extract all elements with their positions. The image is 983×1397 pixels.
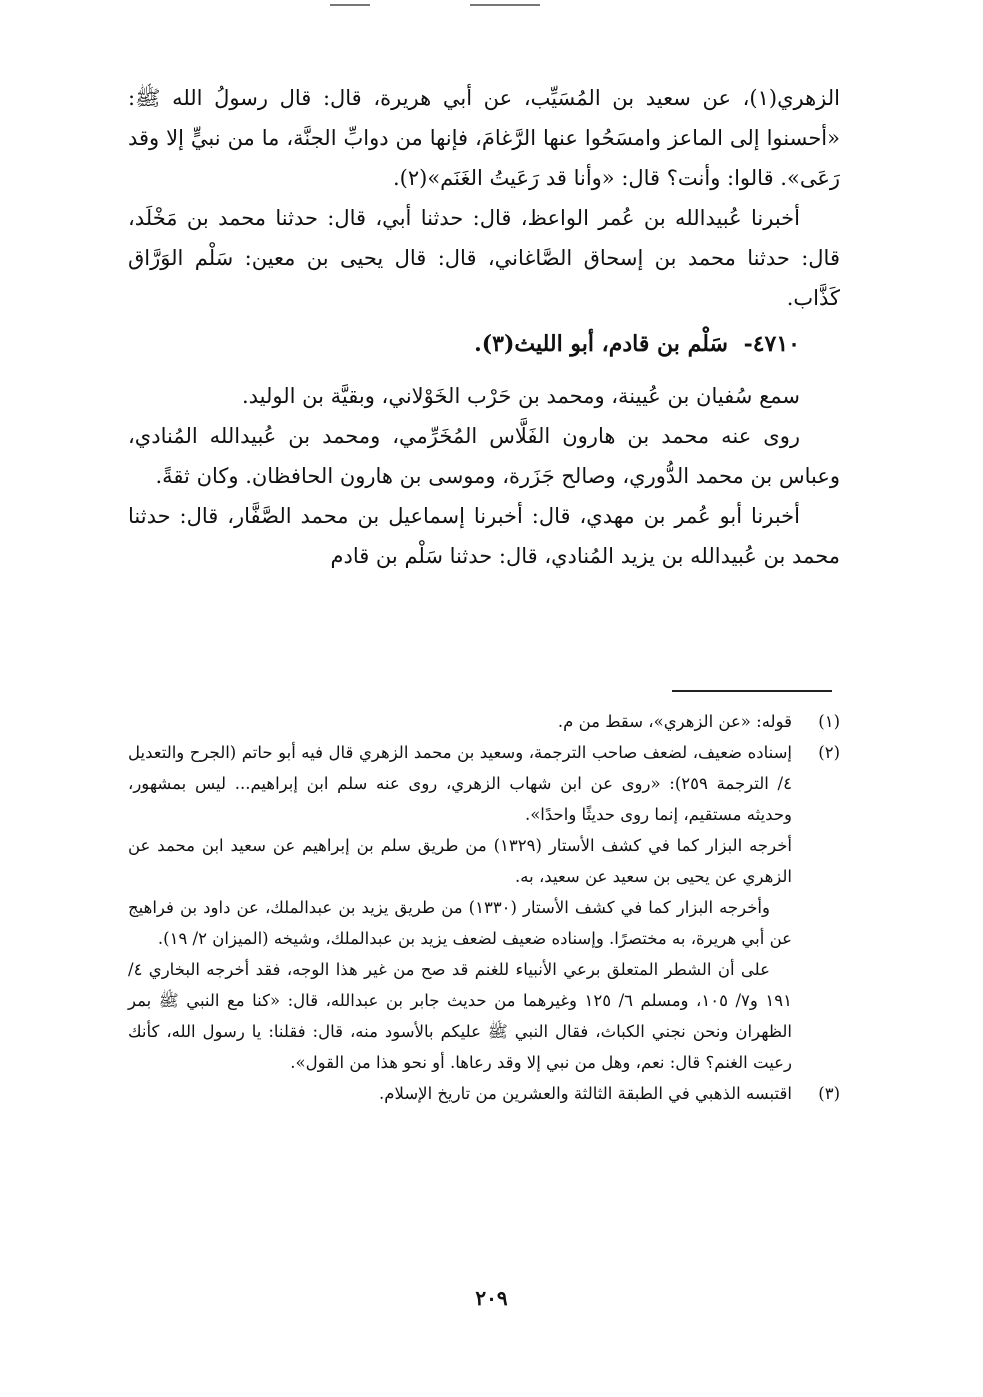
main-text bbox=[128, 78, 840, 576]
scan-artifact bbox=[0, 0, 983, 14]
footnote-2-continuation: على أن الشطر المتعلق برعي الأنبياء للغنم قد صح من غير هذا الوجه، فقد أخرجه البخاري ٤/ ١٩١ و٧/ ١٠٥، ومسلم ٦/ ١٢٥ وغيرهما من حديث جابر بن عبدالله، قال: «كنا مع النبي ﷺ بمر الظهران ونحن نجني الكباث، فقال النبي ﷺ عليكم بالأسود منه، قال: فقلنا: يا رسول الله، كأنك رعيت الغنم؟ قال: نعم، وهل من نبي إلا وقد رعاها. أو نحو هذا من القول». bbox=[128, 960, 792, 1072]
footnotes bbox=[128, 706, 840, 1109]
footnote-divider bbox=[672, 690, 832, 692]
entry-title: سَلْم بن قادم، أبو الليث(٣). bbox=[474, 331, 728, 357]
footnote-3 bbox=[128, 1078, 840, 1109]
chain-paragraph: أخبرنا أبو عُمر بن مهدي، قال: أخبرنا إسماعيل بن محمد الصَّفَّار، قال: حدثنا محمد بن عُبيدالله بن يزيد المُنادي، قال: حدثنا سَلْم بن قادم bbox=[128, 504, 840, 568]
footnote-text: قوله: «عن الزهري»، سقط من م. bbox=[557, 712, 792, 731]
entry-number: ٤٧١٠- bbox=[743, 331, 800, 357]
hadith-paragraph: الزهري(١)، عن سعيد بن المُسَيِّب، عن أبي هريرة، قال: قال رسولُ الله ﷺ: «أحسنوا إلى الماعز وامسَحُوا عنها الرَّغامَ، فإنها من دوابِّ الجنَّة، ما من نبيٍّ إلا وقد رَعَى». قالوا: وأنت؟ قال: «وأنا قد رَعَيتُ الغَنَم»(٢). bbox=[128, 86, 840, 190]
footnote-number: (٣) bbox=[818, 1084, 840, 1103]
footnote-2-continuation: وأخرجه البزار كما في كشف الأستار (١٣٣٠) من طريق يزيد بن عبدالملك، عن داود بن فراهيج عن أبي هريرة، به مختصرًا. وإسناده ضعيف لضعف يزيد بن عبدالملك، وشيخه (الميزان ٢/ ١٩). bbox=[128, 898, 792, 948]
narration-paragraph: أخبرنا عُبيدالله بن عُمر الواعظ، قال: حدثنا أبي، قال: حدثنا محمد بن مَخْلَد، قال: حدثنا محمد بن إسحاق الصَّاغاني، قال: قال يحيى بن معين: سَلْم الوَرَّاق كَذَّاب. bbox=[128, 206, 840, 310]
footnote-1 bbox=[128, 706, 840, 737]
footnote-number: (٢) bbox=[818, 743, 840, 762]
footnote-text: إسناده ضعيف، لضعف صاحب الترجمة، وسعيد بن محمد الزهري قال فيه أبو حاتم (الجرح والتعديل ٤/ الترجمة ٢٥٩): «روى عن ابن شهاب الزهري، روى عنه سلم ابن إبراهيم... ليس بمشهور، وحديثه مستقيم، إنما روى حديثًا واحدًا». bbox=[128, 743, 792, 824]
footnote-2-continuation: أخرجه البزار كما في كشف الأستار (١٣٢٩) من طريق سلم بن إبراهيم عن سعيد ابن محمد عن الزهري عن يحيى بن سعيد عن سعيد، به. bbox=[128, 836, 793, 886]
students-paragraph: روى عنه محمد بن هارون الفَلَّاس المُخَرِّمي، ومحمد بن عُبيدالله المُنادي، وعباس بن محمد الدُّوري، وصالح جَزَرة، وموسى بن هارون الحافظان. وكان ثقةً. bbox=[128, 424, 840, 488]
teachers-paragraph: سمع سُفيان بن عُيينة، ومحمد بن حَرْب الخَوْلاني، وبقيَّة بن الوليد. bbox=[241, 384, 800, 408]
entry-heading bbox=[128, 322, 800, 366]
footnote-text: اقتبسه الذهبي في الطبقة الثالثة والعشرين من تاريخ الإسلام. bbox=[379, 1084, 792, 1103]
footnote-number: (١) bbox=[818, 712, 840, 731]
page-number: ٢٠٩ bbox=[475, 1286, 508, 1310]
footnote-2 bbox=[128, 737, 840, 830]
